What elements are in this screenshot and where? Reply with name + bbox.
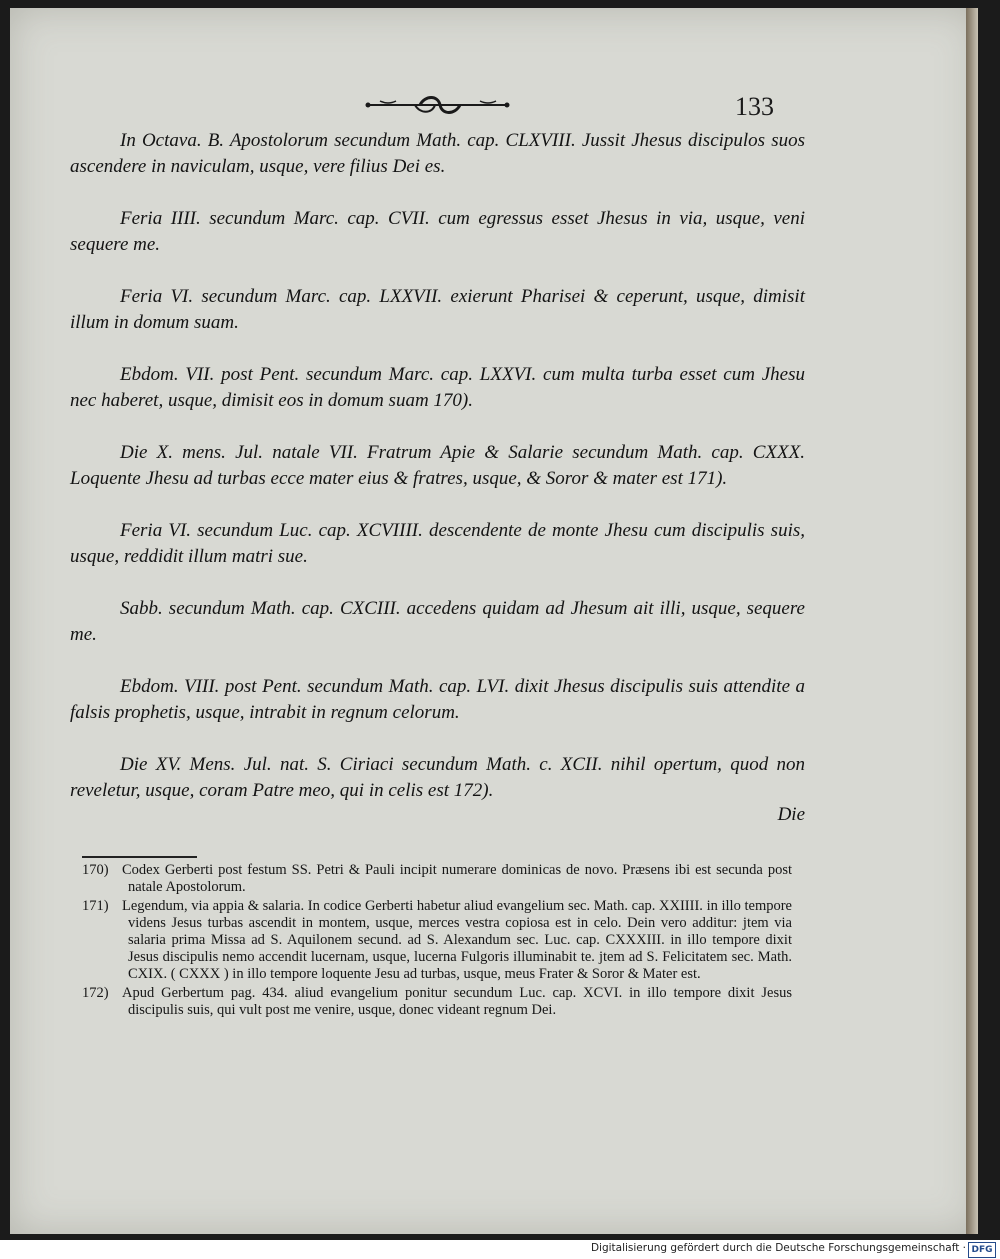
- footnote-170: [82, 862, 792, 896]
- footnote-number: 172): [82, 985, 109, 1001]
- catchword: Die: [777, 804, 805, 825]
- footnote-171: [82, 898, 792, 983]
- footnotes: [82, 862, 792, 1021]
- entry-die-xv-text: Die XV. Mens. Jul. nat. S. Ciriaci secundum Math. c. XCII. nihil opertum, quod non reveletur, usque, coram Patre meo, qui in celis est 172).: [70, 754, 805, 801]
- footnote-text: Legendum, via appia & salaria. In codice Gerberti habetur aliud evangelium sec. Math. cap. XXIIII. in illo tempore videns Jesus turbas ascendit in montem, usque, merces vestra copiosa est in celo. Dein vero additur: jtem via salaria prima Missa ad S. Aquilonem secund. ad S. Alexandum sec. Luc. cap. CXXXIII. in illo tempore dixit Jesus discipulis nemo accendit lucernam, usque, lucerna Fulgoris illuminabit te. jtem ad S. Felicitatem sec. Math. CXIX. ( CXXX ) in illo tempore loquente Jesu ad turbas, usque, meus Frater & Soror & Mater est.: [122, 898, 792, 982]
- entry-ebdom-viii: Ebdom. VIII. post Pent. secundum Math. cap. LVI. dixit Jhesus discipulis suis attendite a falsis prophetis, usque, intrabit in regnum celorum.: [70, 676, 805, 723]
- entry-die-x-jul: Die X. mens. Jul. natale VII. Fratrum Apie & Salarie secundum Math. cap. CXXX. Loquente Jhesu ad turbas ecce mater eius & fratres, usque, & Soror & mater est 171).: [70, 442, 805, 489]
- entry-ebdom-vii: Ebdom. VII. post Pent. secundum Marc. cap. LXXVI. cum multa turba esset cum Jhesu nec haberet, usque, dimisit eos in domum suam 170).: [70, 364, 805, 411]
- footnote-number: 171): [82, 898, 109, 914]
- page-number: 133: [735, 92, 774, 121]
- page-spine-edge: [966, 8, 978, 1234]
- digitization-credit: Digitalisierung gefördert durch die Deutsche Forschungsgemeinschaft ·: [590, 1242, 966, 1254]
- dfg-logo: DFG: [968, 1242, 996, 1258]
- lectionary-entries: [70, 128, 805, 854]
- entry-sabb: Sabb. secundum Math. cap. CXCIII. accedens quidam ad Jhesum ait illi, usque, sequere me.: [70, 598, 805, 645]
- entry-feria-vi-marc: Feria VI. secundum Marc. cap. LXXVII. exierunt Pharisei & ceperunt, usque, dimisit illum in domum suam.: [70, 286, 805, 333]
- entry-feria-vi-luc: Feria VI. secundum Luc. cap. XCVIIII. descendente de monte Jhesu cum discipulis suis, usque, reddidit illum matri sue.: [70, 520, 805, 567]
- entry-feria-iiii: Feria IIII. secundum Marc. cap. CVII. cum egressus esset Jhesus in via, usque, veni sequere me.: [70, 208, 805, 255]
- footnote-172: [82, 985, 792, 1019]
- footnote-text: Codex Gerberti post festum SS. Petri & Pauli incipit numerare dominicas de novo. Præsens ibi est secunda post natale Apostolorum.: [122, 862, 792, 895]
- footnote-text: Apud Gerbertum pag. 434. aliud evangelium ponitur secundum Luc. cap. XCVI. in illo tempore dixit Jesus discipulis suis, qui vult post me venire, usque, donec videant regnum Dei.: [122, 985, 792, 1018]
- entry-die-xv-jul: [70, 752, 805, 828]
- footnote-divider: [82, 856, 197, 858]
- entry-octava-apostolorum: In Octava. B. Apostolorum secundum Math. cap. CLXVIII. Jussit Jhesus discipulos suos ascendere in naviculam, usque, vere filius Dei es.: [70, 130, 805, 177]
- footnote-number: 170): [82, 862, 109, 878]
- decorative-ornament-icon: [360, 90, 515, 120]
